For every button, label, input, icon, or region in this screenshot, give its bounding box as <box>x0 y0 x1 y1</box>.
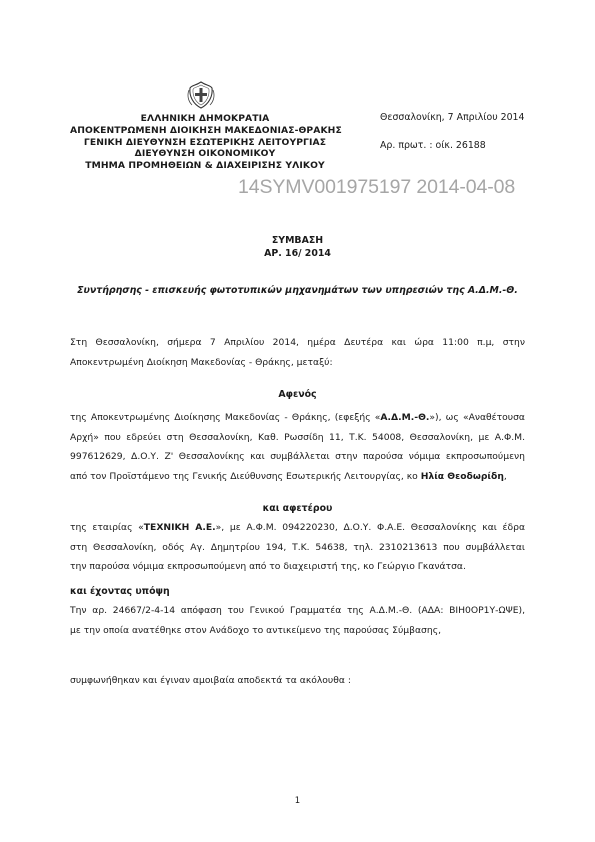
party-a-line-1-post: »), ως «Αναθέτουσα <box>429 412 525 423</box>
intro-line-2: Αποκεντρωμένη Διοίκηση Μακεδονίας - Θράκης, μεταξύ: <box>70 356 333 368</box>
party-a-line-3: 997612629, Δ.Ο.Υ. Ζ' Θεσσαλονίκης και συμβάλλεται στην παρούσα νόμιμα εκπροσωπούμενη <box>70 451 525 462</box>
issuing-authority <box>70 113 340 172</box>
intro-line-1: Στη Θεσσαλονίκη, σήμερα 7 Απριλίου 2014, ημέρα Δευτέρα και ώρα 11:00 π.μ, στην <box>70 337 525 348</box>
party-b-heading: και αφετέρου <box>262 503 333 514</box>
date-and-protocol <box>380 112 524 152</box>
party-b-line-1-pre: της εταιρίας « <box>70 522 144 533</box>
party-b-line-1-post: », με Α.Φ.Μ. 094220230, Δ.Ο.Υ. Φ.Α.Ε. Θεσσαλονίκης και έδρα <box>215 522 526 533</box>
party-a-heading: Αφενός <box>278 389 317 400</box>
party-a-abbrev: Α.Δ.Μ.-Θ. <box>380 412 430 423</box>
party-a-paragraph <box>70 408 525 486</box>
party-b-line-1 <box>70 518 525 538</box>
authority-line-1: ΕΛΛΗΝΙΚΗ ΔΗΜΟΚΡΑΤΙΑ <box>140 113 270 124</box>
party-a-line-4-post: , <box>503 470 507 482</box>
authority-line-3: ΓΕΝΙΚΗ ΔΙΕΥΘΥΝΣΗ ΕΣΩΤΕΡΙΚΗΣ ΛΕΙΤΟΥΡΓΙΑΣ <box>83 136 327 148</box>
considering-line-2: με την οποία ανατέθηκε στον Ανάδοχο το αντικείμενο της παρούσας Σύμβασης, <box>70 624 442 636</box>
ada-stamp: 14SYMV001975197 2014-04-08 <box>238 176 516 198</box>
considering-paragraph <box>70 601 525 640</box>
page-number: 1 <box>294 796 301 806</box>
authority-line-2: ΑΠΟΚΕΝΤΡΩΜΕΝΗ ΔΙΟΙΚΗΣΗ ΜΑΚΕΔΟΝΙΑΣ-ΘΡΑΚΗΣ <box>70 124 342 136</box>
party-b-line-2: στη Θεσσαλονίκη, οδός Αγ. Δημητρίου 194, Τ.Κ. 54638, τηλ. 2310213613 που συμβάλλεται <box>70 541 525 553</box>
closing-statement: συμφωνήθηκαν και έγιναν αμοιβαία αποδεκτά τα ακόλουθα : <box>70 675 351 686</box>
party-a-line-1 <box>70 408 525 428</box>
contract-subject: Συντήρησης - επισκευής φωτοτυπικών μηχανημάτων των υπηρεσιών της Α.Δ.Μ.-Θ. <box>77 285 518 296</box>
party-a-line-2: Αρχή» που εδρεύει στη Θεσσαλονίκη, Καθ. Ρωσσίδη 11, Τ.Κ. 54008, Θεσσαλονίκη, με Α.Φ.Μ. <box>70 431 525 443</box>
authority-line-5: ΤΜΗΜΑ ΠΡΟΜΗΘΕΙΩΝ & ΔΙΑΧΕΙΡΙΣΗΣ ΥΛΙΚΟΥ <box>85 160 325 172</box>
place-date: Θεσσαλονίκη, 7 Απριλίου 2014 <box>380 112 525 123</box>
contract-title: ΣΥΜΒΑΣΗ <box>271 235 324 246</box>
party-a-line-1-pre: της Αποκεντρωμένης Διοίκησης Μακεδονίας - Θράκης, (εφεξής « <box>70 412 381 423</box>
party-b-line-3: την παρούσα νόμιμα εκπροσωπούμενη από το διαχειριστή της, κο Γεώργιο Γκανάτσα. <box>70 561 466 572</box>
party-a-line-4 <box>70 467 525 487</box>
contract-number: ΑΡ. 16/ 2014 <box>264 248 331 259</box>
considering-line-1: Την αρ. 24667/2-4-14 απόφαση του Γενικού Γραμματέα της Α.Δ.Μ.-Θ. (ΑΔΑ: ΒΙΗ0ΟΡ1Υ-ΩΨΕ), <box>70 605 525 616</box>
party-a-representative: Ηλία Θεοδωρίδη <box>420 470 504 482</box>
party-b-company: ΤΕΧΝΙΚΗ Α.Ε. <box>143 522 216 533</box>
party-a-line-4-pre: από τον Προϊστάμενο της Γενικής Διεύθυνσης Εσωτερικής Λειτουργίας, κο <box>70 470 421 482</box>
protocol-number: Αρ. πρωτ. : οίκ. 26188 <box>380 140 486 151</box>
greek-coat-of-arms-icon <box>186 80 216 110</box>
contract-title-block <box>0 234 595 260</box>
intro-paragraph <box>70 333 525 372</box>
considering-heading: και έχοντας υπόψη <box>70 586 170 597</box>
authority-line-4: ΔΙΕΥΘΥΝΣΗ ΟΙΚΟΝΟΜΙΚΟΥ <box>134 148 276 160</box>
party-b-paragraph <box>70 518 525 577</box>
